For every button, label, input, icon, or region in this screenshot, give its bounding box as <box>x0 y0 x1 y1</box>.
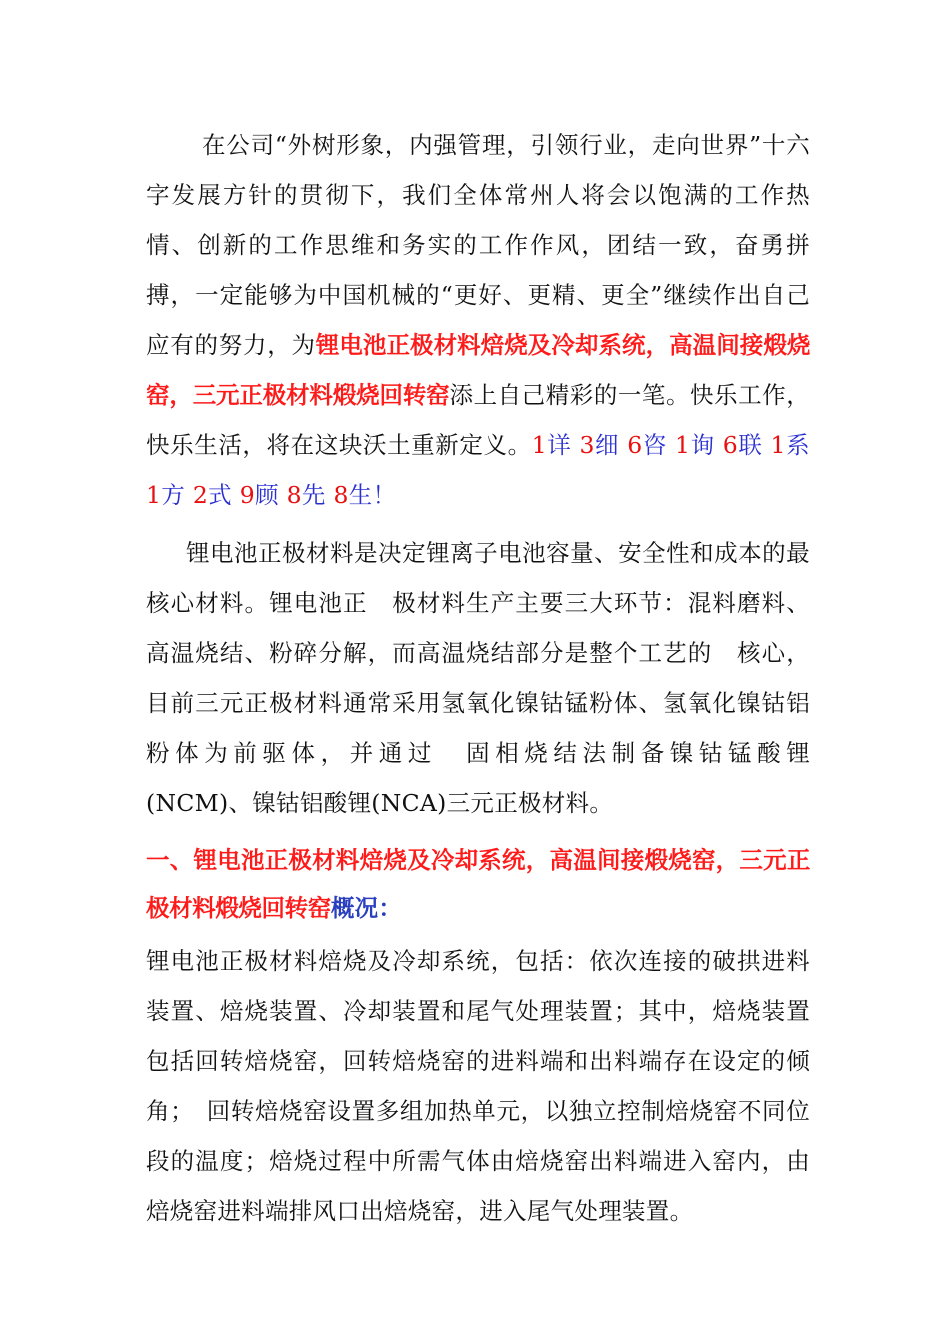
contact-word: 咨 <box>642 431 667 459</box>
contact-digit: 1 <box>675 431 691 459</box>
contact-digit: 9 <box>239 481 255 509</box>
contact-word: 顾 <box>254 481 279 509</box>
contact-digit: 1 <box>531 431 547 459</box>
section-heading <box>146 836 810 932</box>
section-heading-suffix: 概况： <box>330 894 403 922</box>
contact-word: 详 <box>546 431 572 459</box>
contact-word: 生 <box>348 481 373 509</box>
contact-digit: 1 <box>770 431 786 459</box>
contact-end: ！ <box>372 481 397 509</box>
document-page <box>146 120 834 1236</box>
outro-text: 添上自己精彩的一笔。快乐工作，快乐生活，将在这块沃土重新定义。 <box>146 381 810 459</box>
contact-word: 方 <box>161 481 186 509</box>
contact-digit: 6 <box>627 431 643 459</box>
contact-digit: 8 <box>333 481 349 509</box>
contact-word: 系 <box>785 431 810 459</box>
section-heading-title: 一、锂电池正极材料焙烧及冷却系统，高温间接煅烧窑，三元正极材料煅烧回转窑 <box>146 846 810 922</box>
intro-paragraph <box>146 120 810 520</box>
contact-digit: 1 <box>146 481 162 509</box>
cathode-material-paragraph: 锂电池正极材料是决定锂离子电池容量、安全性和成本的最核心材料。锂电池正 极材料生产主要三大环节：混料磨料、高温烧结、粉碎分解，而高温烧结部分是整个工艺的 核心，目前三元正极材料通常采用氢氧化镍钴锰粉体、氢氧化镍钴铝粉体为前驱体，并通过 固相烧结法制备镍钴锰酸锂 (NCM)、镍钴铝酸锂(NCA)三元正极材料。 <box>146 539 834 817</box>
contact-word: 细 <box>594 431 620 459</box>
intro-text: 在公司“外树形象，内强管理，引领行业，走向世界”十六字发展方针的贯彻下，我们全体常州人将会以饱满的工作热情、创新的工作思维和务实的工作作风，团结一致，奋勇拼搏，一定能够为中国机械的“更好、更精、更全”继续作出自己应有的努力，为 <box>146 131 810 359</box>
product-highlight: 锂电池正极材料焙烧及冷却系统，高温间接煅烧窑，三元正极材料煅烧回转窑 <box>146 331 810 409</box>
contact-word: 式 <box>208 481 232 509</box>
contact-digit: 8 <box>286 481 302 509</box>
contact-word: 询 <box>690 431 715 459</box>
contact-digit: 6 <box>722 431 739 459</box>
contact-digit: 2 <box>192 481 209 509</box>
contact-word: 先 <box>301 481 326 509</box>
contact-word: 联 <box>738 431 763 459</box>
contact-digit: 3 <box>579 431 595 459</box>
system-description-paragraph: 锂电池正极材料焙烧及冷却系统，包括：依次连接的破拱进料装置、焙烧装置、冷却装置和尾气处理装置；其中，焙烧装置包括回转焙烧窑，回转焙烧窑的进料端和出料端存在设定的倾角； 回转焙烧窑设置多组加热单元，以独立控制焙烧窑不同位段的温度；焙烧过程中所需气体由焙烧窑出料端进入窑内，由焙烧窑进料端排风口出焙烧窑，进入尾气处理装置。 <box>146 947 810 1225</box>
